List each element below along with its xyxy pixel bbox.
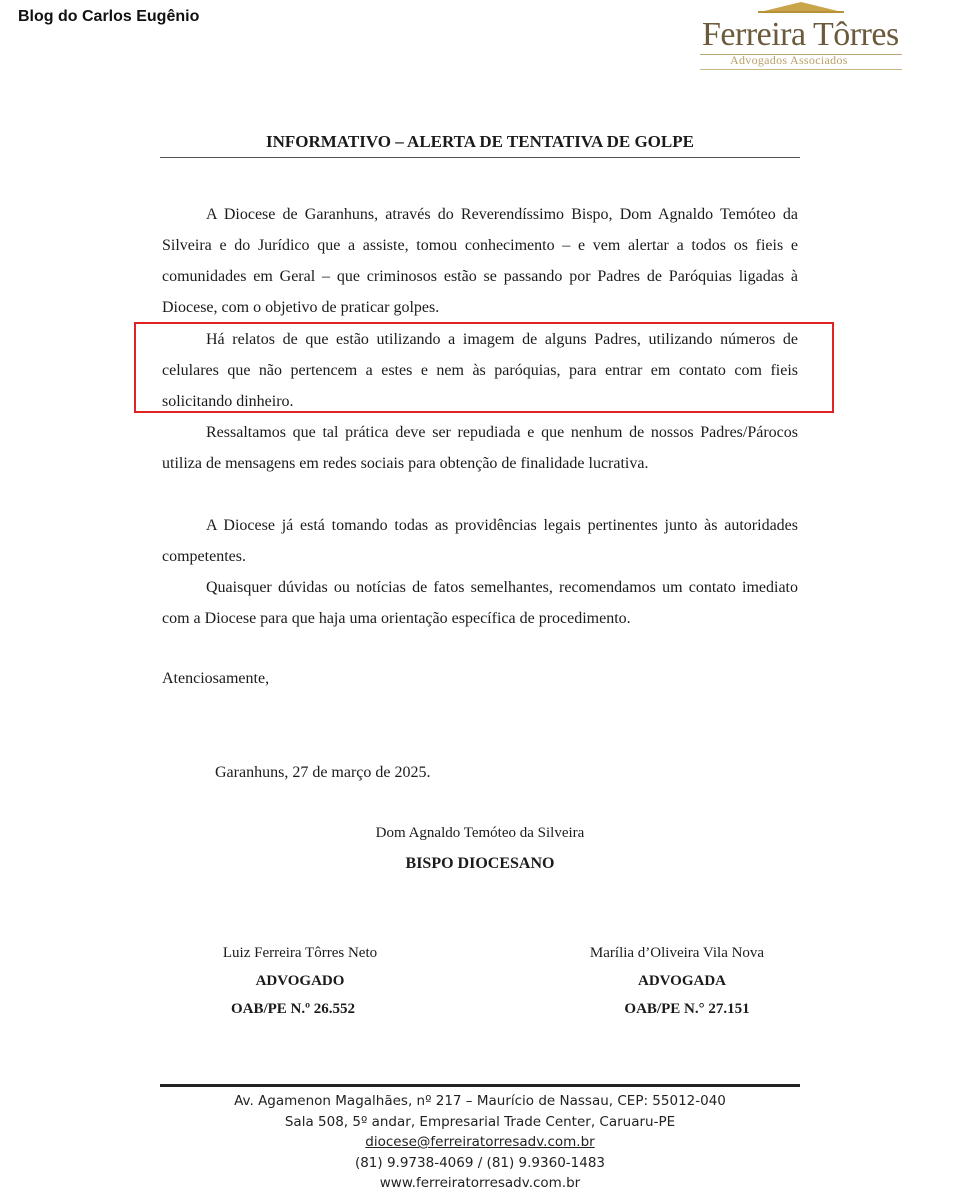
logo-name: Ferreira Tôrres (702, 16, 899, 53)
footer-email-link[interactable]: diocese@ferreiratorresadv.com.br (365, 1134, 595, 1150)
law-firm-logo (698, 0, 904, 74)
footer-website[interactable]: www.ferreiratorresadv.com.br (379, 1175, 581, 1191)
paragraph-reports: Há relatos de que estão utilizando a imagem de alguns Padres, utilizando números de celulares que não pertencem a estes e nem às paróquias, para entrar em contato com fieis solicitando dinheiro. (162, 331, 798, 410)
lawyer-right-oab: OAB/PE N.° 27.151 (624, 1001, 750, 1017)
paragraph-intro: A Diocese de Garanhuns, através do Reverendíssimo Bispo, Dom Agnaldo Temóteo da Silveira e do Jurídico que a assiste, tomou conhecimento – e vem alertar a todos os fieis e comunidades em Geral – que criminosos estão se passando por Padres de Paróquias ligadas à Diocese, com o objetivo de praticar golpes. (162, 206, 798, 316)
lawyer-right-role: ADVOGADA (637, 973, 727, 989)
footer-contact-block (160, 1091, 800, 1194)
lawyer-left-name: Luiz Ferreira Tôrres Neto (222, 945, 378, 961)
blog-watermark: Blog do Carlos Eugênio (18, 8, 200, 25)
paragraph-legal-action: A Diocese já está tomando todas as providências legais pertinentes junto às autoridades competentes. (162, 517, 798, 565)
logo-subtitle: Advogados Associados (730, 53, 848, 67)
bishop-role: BISPO DIOCESANO (405, 855, 555, 872)
footer-phones: (81) 9.9738-4069 / (81) 9.9360-1483 (354, 1154, 606, 1171)
lawyer-right-name: Marília d’Oliveira Vila Nova (589, 945, 765, 961)
footer-address-line1: Av. Agamenon Magalhães, nº 217 – Maurício de Nassau, CEP: 55012-040 (234, 1093, 726, 1109)
lawyer-left-oab: OAB/PE N.º 26.552 (230, 1001, 356, 1017)
document-title: INFORMATIVO – ALERTA DE TENTATIVA DE GOLPE (266, 132, 694, 151)
place-date: Garanhuns, 27 de março de 2025. (215, 764, 431, 781)
highlight-box (134, 322, 834, 413)
paragraph-repudiation: Ressaltamos que tal prática deve ser repudiada e que nenhum de nossos Padres/Párocos utiliza de mensagens em redes sociais para obtenção de finalidade lucrativa. (162, 424, 798, 472)
logo-divider-bottom (700, 69, 902, 70)
title-underline (160, 157, 800, 158)
lawyer-left-role: ADVOGADO (255, 973, 345, 989)
footer-divider (160, 1084, 800, 1087)
paragraph-contact: Quaisquer dúvidas ou notícias de fatos semelhantes, recomendamos um contato imediato com a Diocese para que haja uma orientação específica de procedimento. (162, 579, 798, 627)
footer-address-line2: Sala 508, 5º andar, Empresarial Trade Center, Caruaru-PE (284, 1113, 676, 1130)
closing: Atenciosamente, (162, 670, 270, 687)
bishop-name: Dom Agnaldo Temóteo da Silveira (375, 825, 585, 841)
